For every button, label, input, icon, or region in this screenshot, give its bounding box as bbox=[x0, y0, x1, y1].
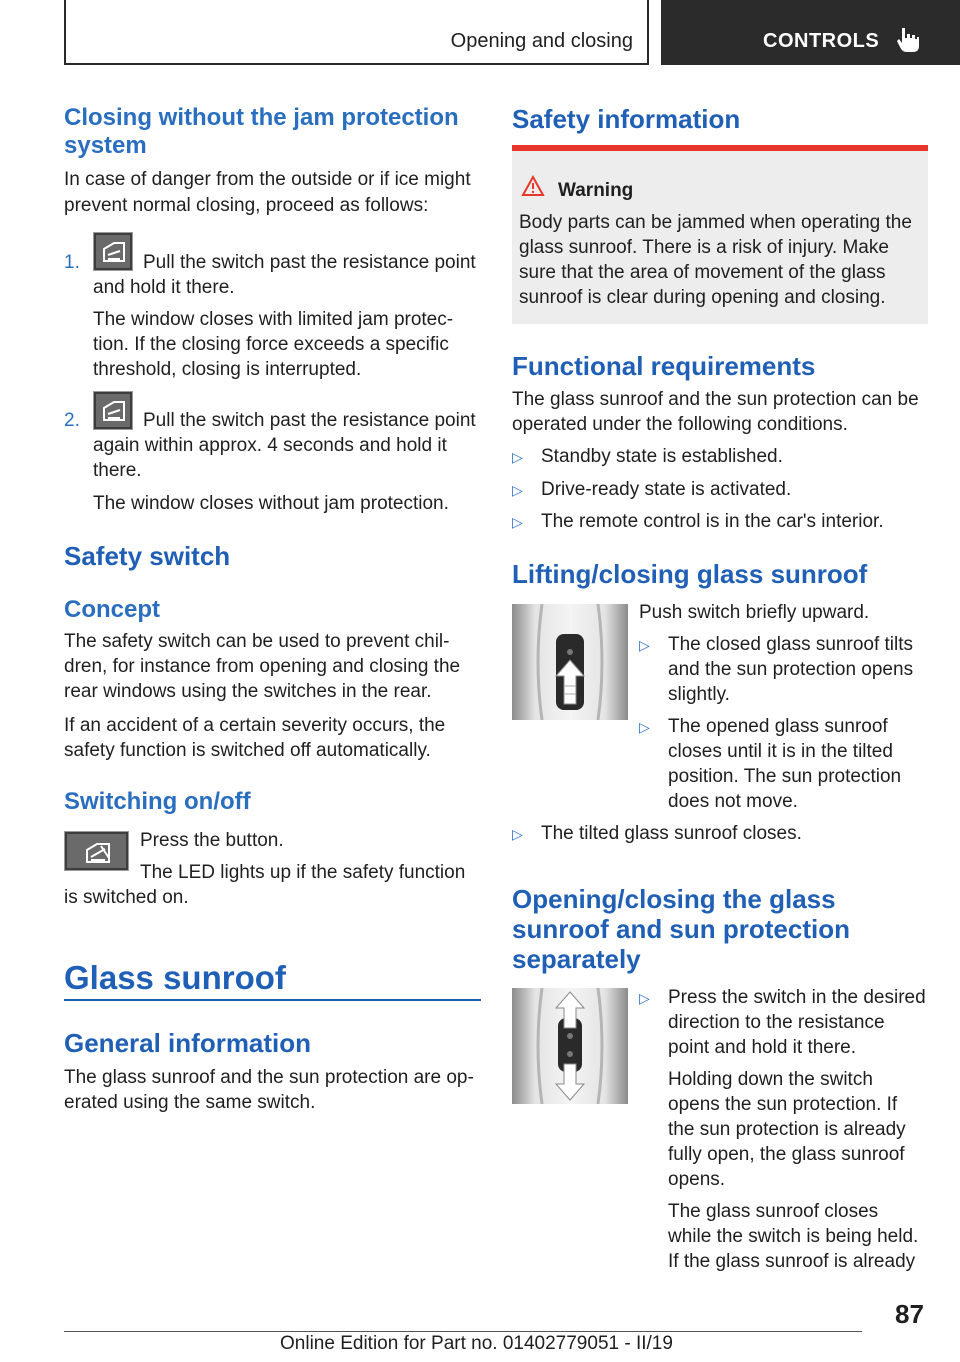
warning-text: sure that the area of movement of the glass bbox=[519, 262, 886, 283]
warning-triangle-icon bbox=[521, 175, 545, 197]
safety-info-heading: Safety information bbox=[512, 104, 741, 134]
lifting-bullet: position. The sun protection bbox=[668, 766, 902, 787]
concept-text: dren, for instance from opening and closing the bbox=[64, 656, 461, 677]
lifting-bullet: The closed glass sunroof tilts bbox=[668, 634, 914, 655]
sunroof-switch-up-image bbox=[512, 604, 628, 720]
opening-text: fully open, the glass sunroof bbox=[668, 1144, 905, 1165]
safety-switch-button-icon bbox=[64, 831, 129, 871]
switching-text: Press the button. bbox=[140, 830, 284, 851]
opening-text: opens. bbox=[668, 1169, 726, 1190]
opening-text: Holding down the switch bbox=[668, 1069, 873, 1090]
step-number: 2. bbox=[64, 410, 80, 431]
concept-text: If an accident of a certain severity occurs, the bbox=[64, 715, 446, 736]
header-section-title: Opening and closing bbox=[450, 30, 633, 52]
bullet-triangle-icon: ▷ bbox=[639, 637, 650, 653]
sunroof-switch-updown-image bbox=[512, 988, 628, 1104]
closing-intro: In case of danger from the outside or if ice might prevent normal closing, proceed as follows: bbox=[64, 169, 471, 216]
bullet-triangle-icon: ▷ bbox=[512, 449, 523, 465]
general-info-text: erated using the same switch. bbox=[64, 1092, 316, 1113]
bullet-triangle-icon: ▷ bbox=[512, 826, 523, 842]
bullet-triangle-icon: ▷ bbox=[639, 990, 650, 1006]
condition-item: Standby state is established. bbox=[541, 446, 783, 467]
bullet-triangle-icon: ▷ bbox=[512, 514, 523, 530]
lifting-bullet: slightly. bbox=[668, 684, 730, 705]
step-detail: threshold, closing is interrupted. bbox=[93, 359, 362, 380]
warning-text: sunroof is clear during opening and closing. bbox=[519, 287, 886, 308]
step-text: Pull the switch past the resistance point bbox=[143, 252, 476, 273]
general-info-text: The glass sunroof and the sun protection are op- bbox=[64, 1067, 474, 1088]
opening-text: If the glass sunroof is already bbox=[668, 1251, 916, 1272]
step-number: 1. bbox=[64, 252, 80, 273]
functional-text: operated under the following conditions. bbox=[512, 414, 848, 435]
opening-bullet: direction to the resistance bbox=[668, 1012, 885, 1033]
lifting-last: The tilted glass sunroof closes. bbox=[541, 823, 802, 844]
step-text: Pull the switch past the resistance point bbox=[143, 410, 476, 431]
safety-switch-heading: Safety switch bbox=[64, 541, 231, 571]
switching-text: is switched on. bbox=[64, 887, 189, 908]
bullet-triangle-icon: ▷ bbox=[639, 719, 650, 735]
footer-edition: Online Edition for Part no. 01402779051 - II/19 bbox=[280, 1333, 673, 1354]
opening-text: The glass sunroof closes bbox=[668, 1201, 879, 1222]
warning-box bbox=[512, 145, 928, 324]
step-text: there. bbox=[93, 460, 142, 481]
lifting-bullet: The opened glass sunroof bbox=[668, 716, 888, 737]
warning-text: glass sunroof. There is a risk of injury. Make bbox=[519, 237, 889, 258]
functional-req-heading: Functional requirements bbox=[512, 351, 816, 381]
header-section-tab bbox=[64, 0, 649, 65]
warning-title: Warning bbox=[558, 180, 634, 201]
pointing-hand-icon bbox=[893, 24, 923, 54]
lifting-heading: Lifting/closing glass sunroof bbox=[512, 559, 868, 589]
lifting-intro: Push switch briefly upward. bbox=[639, 602, 870, 623]
lifting-bullet: closes until it is in the tilted bbox=[668, 741, 893, 762]
opening-text: while the switch is being held. bbox=[668, 1226, 919, 1247]
opening-text: the sun protection is already bbox=[668, 1119, 906, 1140]
window-switch-icon bbox=[93, 232, 133, 271]
footer-rule bbox=[64, 1331, 862, 1332]
header-chapter-title: CONTROLS bbox=[763, 30, 880, 52]
bullet-triangle-icon: ▷ bbox=[512, 482, 523, 498]
concept-text: rear windows using the switches in the rear. bbox=[64, 681, 432, 702]
opening-text: opens the sun protection. If bbox=[668, 1094, 898, 1115]
warning-text: Body parts can be jammed when operating the bbox=[519, 212, 912, 233]
lifting-bullet: does not move. bbox=[668, 791, 798, 812]
condition-item: Drive-ready state is activated. bbox=[541, 479, 792, 500]
lifting-bullet: and the sun protection opens bbox=[668, 659, 914, 680]
heading-rule bbox=[64, 999, 481, 1001]
window-switch-icon bbox=[93, 391, 133, 430]
opening-heading: Opening/closing the glass bbox=[512, 884, 836, 914]
step-detail: The window closes without jam protection. bbox=[93, 493, 449, 514]
opening-bullet: Press the switch in the desired bbox=[668, 987, 926, 1008]
step-detail: tion. If the closing force exceeds a specific bbox=[93, 334, 449, 355]
opening-heading: separately bbox=[512, 944, 641, 974]
header-chapter-tab bbox=[661, 0, 960, 65]
concept-text: safety function is switched off automatically. bbox=[64, 740, 431, 761]
closing-heading: Closing without the jam protection system bbox=[64, 104, 459, 159]
general-info-heading: General information bbox=[64, 1028, 312, 1058]
glass-sunroof-heading: Glass sunroof bbox=[64, 959, 286, 996]
opening-heading: sunroof and sun protection bbox=[512, 914, 850, 944]
functional-text: The glass sunroof and the sun protection can be bbox=[512, 389, 919, 410]
opening-bullet: point and hold it there. bbox=[668, 1037, 857, 1058]
step-text: again within approx. 4 seconds and hold it bbox=[93, 435, 447, 456]
step-detail: The window closes with limited jam protec- bbox=[93, 309, 454, 330]
switching-text: The LED lights up if the safety function bbox=[140, 862, 466, 883]
switching-heading: Switching on/off bbox=[64, 788, 251, 815]
concept-heading: Concept bbox=[64, 596, 160, 623]
page-number: 87 bbox=[895, 1299, 924, 1329]
condition-item: The remote control is in the car's interior. bbox=[541, 511, 884, 532]
concept-text: The safety switch can be used to prevent chil- bbox=[64, 631, 450, 652]
step-text: and hold it there. bbox=[93, 277, 235, 298]
